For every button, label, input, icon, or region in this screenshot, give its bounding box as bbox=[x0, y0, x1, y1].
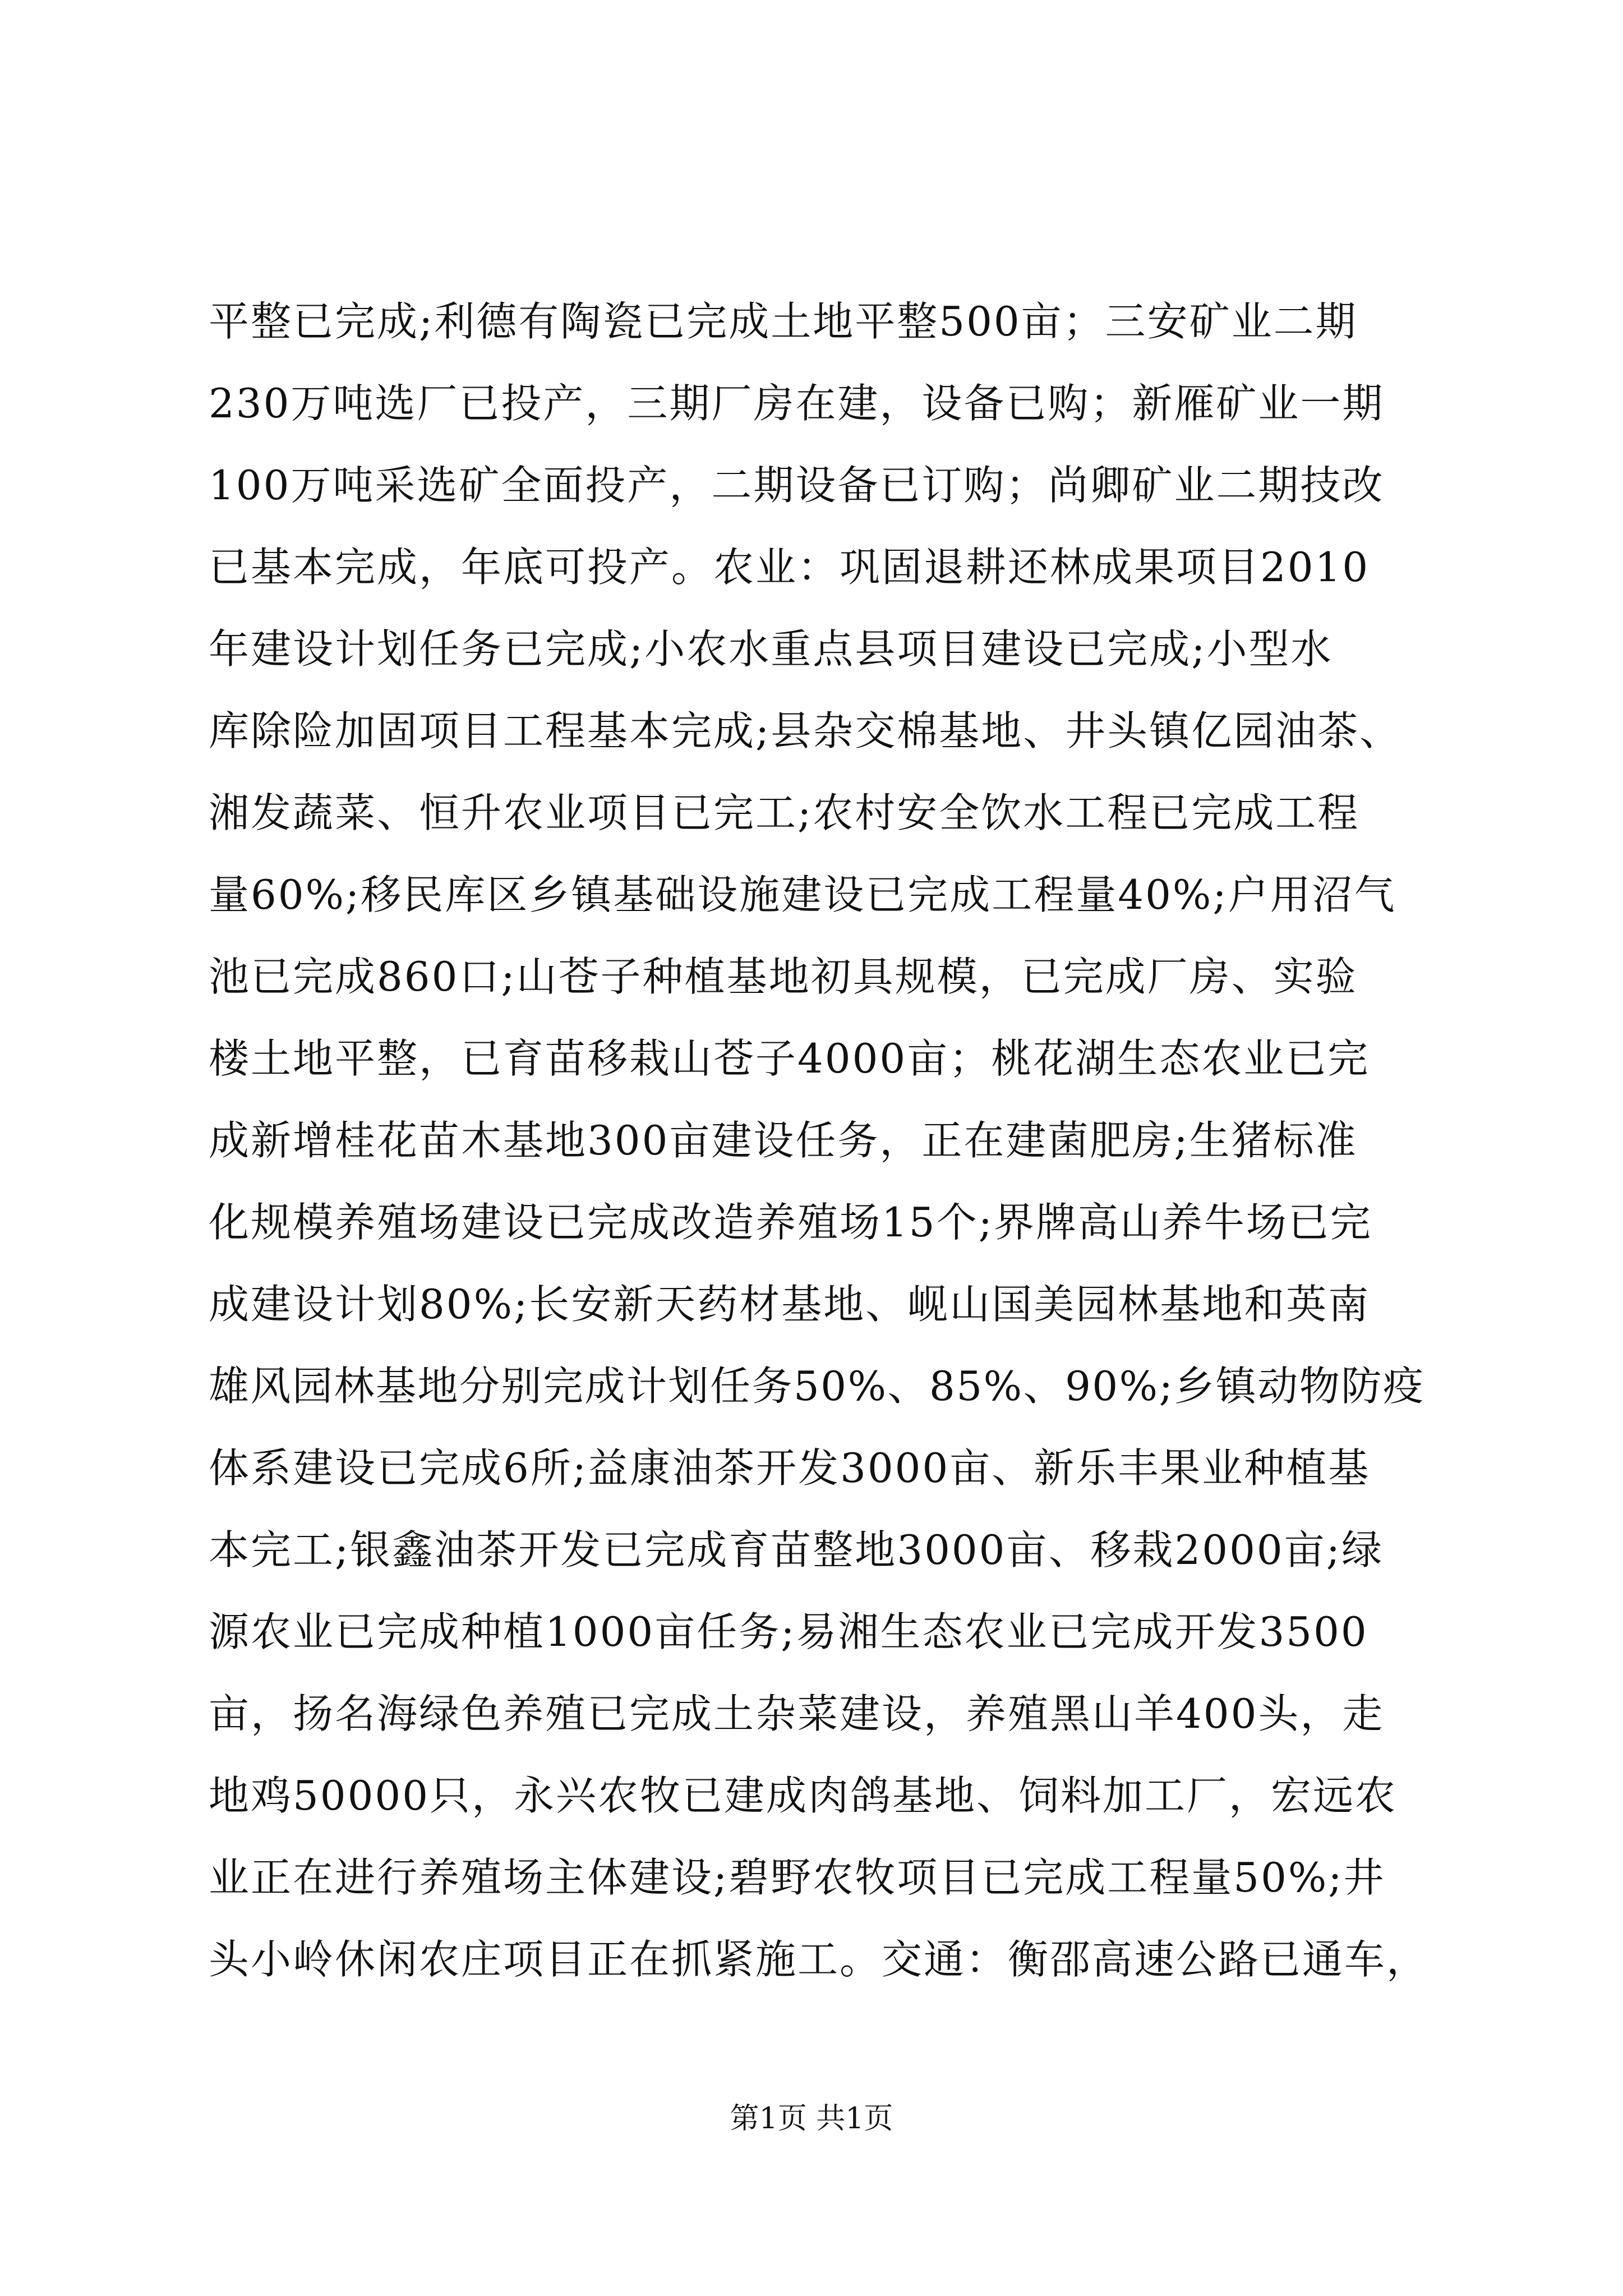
text-line: 100万吨采选矿全面投产，二期设备已订购；尚卿矿业二期技改 bbox=[209, 462, 1385, 509]
text-line: 化规模养殖场建设已完成改造养殖场15个;界牌高山养牛场已完 bbox=[209, 1199, 1372, 1246]
text-line: 雄风园林基地分别完成计划任务50%、85%、90%;乡镇动物防疫 bbox=[209, 1363, 1425, 1410]
text-line: 地鸡50000只，永兴农牧已建成肉鸽基地、饲料加工厂，宏远农 bbox=[209, 1772, 1398, 1819]
text-line: 平整已完成;利德有陶瓷已完成土地平整500亩；三安矿业二期 bbox=[209, 298, 1358, 345]
text-line: 湘发蔬菜、恒升农业项目已完工;农村安全饮水工程已完成工程 bbox=[209, 789, 1360, 836]
text-line: 池已完成860口;山苍子种植基地初具规模，已完成厂房、实验 bbox=[209, 953, 1358, 1000]
text-line: 230万吨选厂已投产，三期厂房在建，设备已购；新雁矿业一期 bbox=[209, 380, 1385, 427]
text-line: 年建设计划任务已完成;小农水重点县项目建设已完成;小型水 bbox=[209, 625, 1333, 673]
page-number-footer: 第1页 共1页 bbox=[730, 2102, 893, 2136]
text-line: 成新增桂花苗木基地300亩建设任务，正在建菌肥房;生猪标准 bbox=[209, 1117, 1358, 1164]
text-line: 亩，扬名海绿色养殖已完成土杂菜建设，养殖黑山羊400头，走 bbox=[209, 1690, 1385, 1737]
text-line: 头小岭休闲农庄项目正在抓紧施工。交通：衡邵高速公路已通车， bbox=[209, 1936, 1429, 1983]
text-line: 业正在进行养殖场主体建设;碧野农牧项目已完成工程量50%;井 bbox=[209, 1854, 1386, 1901]
text-line: 本完工;银鑫油茶开发已完成育苗整地3000亩、移栽2000亩;绿 bbox=[209, 1526, 1384, 1573]
text-line: 库除险加固项目工程基本完成;县杂交棉基地、井头镇亿园油茶、 bbox=[209, 707, 1402, 754]
text-line: 量60%;移民库区乡镇基础设施建设已完成工程量40%;户用沼气 bbox=[209, 871, 1396, 918]
text-line: 楼土地平整，已育苗移栽山苍子4000亩；桃花湖生态农业已完 bbox=[209, 1035, 1370, 1082]
body-text bbox=[209, 280, 1431, 2000]
text-line: 已基本完成，年底可投产。农业：巩固退耕还林成果项目2010 bbox=[209, 544, 1370, 591]
text-line: 体系建设已完成6所;益康油茶开发3000亩、新乐丰果业种植基 bbox=[209, 1444, 1371, 1492]
text-line: 源农业已完成种植1000亩任务;易湘生态农业已完成开发3500 bbox=[209, 1608, 1368, 1655]
text-line: 成建设计划80%;长安新天药材基地、岘山国美园林基地和英南 bbox=[209, 1281, 1371, 1328]
